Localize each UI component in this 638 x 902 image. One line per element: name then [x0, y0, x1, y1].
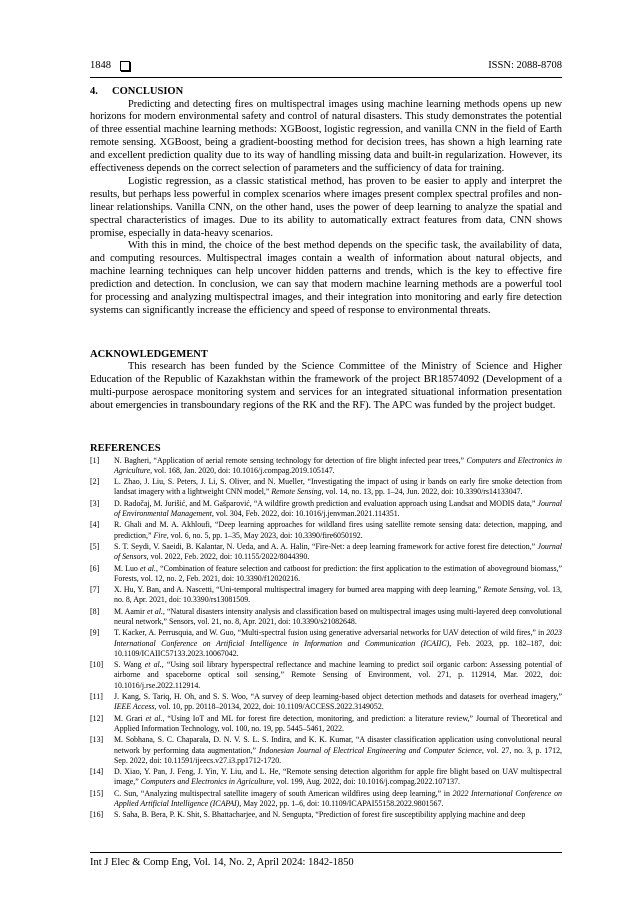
reference-venue: 2022 International Conference on Applied Artificial Intelligence (ICAPAI) — [114, 788, 562, 809]
reference-venue: Fire — [153, 530, 167, 540]
references-heading: REFERENCES — [90, 443, 161, 455]
conclusion-paragraph-1: Predicting and detecting fires on multispectral images using machine learning methods opens up new horizons for modern environmental safety and control of natural disasters. This study demonstrates the potential of three essential machine learning methods: XGBoost, logistic regression, and vanilla CNN in the field of Earth remote sensing. XGBoost, being a gradient-boosting method for decision trees, has shown a high learning rate and excellent prediction quality due to its way of handling missing data and built-in regularization. However, its effectiveness depends on the correct selection of parameters and the sufficiency of data for training. — [90, 98, 562, 175]
reference-text: M. Grari — [114, 713, 146, 723]
reference-text: M. Luo — [114, 563, 141, 573]
section-title: CONCLUSION — [112, 86, 184, 97]
reference-list — [90, 456, 562, 821]
reference-item — [90, 735, 562, 766]
reference-venue: 2023 International Conference on Artificial Intelligence in Information and Communication (ICAIIC) — [114, 628, 562, 648]
reference-details: , “Using soil library hyperspectral reflectance and machine learning to predict soil organic carbon: Assessing potential of airborne and spaceborne optical soil sensing,” Remote Sensing of Environment, vol. 271, p. 112914, Mar. 2022, doi: 10.1016/j.rse.2022.112914. — [114, 660, 562, 690]
reference-text: R. Ghali and M. A. Akhloufi, “Deep learning approaches for wildland fires using satellite remote sensing data: detection, mapping, and prediction,” — [114, 520, 562, 540]
page-header — [90, 58, 562, 76]
reference-number: [15] — [90, 788, 104, 798]
conclusion-paragraph-3: With this in mind, the choice of the best method depends on the specific task, the availability of data, and computing resources. Multispectral images contain a wealth of information about natural objects, and machine learning techniques can help uncover hidden patterns and trends, which is the key to effective fire prediction and detection. In conclusion, we can say that modern machine learning methods are a powerful tool for processing and analyzing multispectral images, and their integration into monitoring and early fire detection systems can significantly increase the efficiency and speed of response to environmental threats. — [90, 240, 562, 316]
reference-venue: Indonesian Journal of Electrical Engineering and Computer Science — [258, 745, 482, 755]
reference-item — [90, 789, 562, 810]
reference-details: , vol. 199, Aug. 2022, doi: 10.1016/j.compag.2022.107137. — [272, 777, 461, 787]
reference-item — [90, 607, 562, 628]
reference-text: S. Saha, B. Bera, P. K. Shit, S. Bhattacharjee, and N. Sengupta, “Prediction of forest fire susceptibility applying machine and deep — [114, 810, 526, 820]
reference-item — [90, 456, 562, 477]
reference-number: [1] — [90, 455, 100, 465]
reference-text: T. Kacker, A. Perrusquia, and W. Guo, “Multi-spectral fusion using generative adversarial networks for UAV detection of wild fires,” in — [114, 628, 547, 638]
reference-number: [4] — [90, 520, 100, 530]
header-divider — [90, 77, 562, 78]
reference-details: , vol. 13, no. 8, Apr. 2021, doi: 10.3390/rs13081509. — [114, 585, 562, 605]
reference-item — [90, 564, 562, 585]
reference-details: , vol. 304, Feb. 2022, doi: 10.1016/j.jenvman.2021.114351. — [211, 509, 400, 519]
spacer — [90, 413, 562, 443]
reference-text: S. T. Seydi, V. Saeidi, B. Kalantar, N. Ueda, and A. A. Halin, “Fire-Net: a deep learning framework for active forest fire detection,” — [114, 541, 538, 551]
section-number: 4. — [90, 86, 98, 97]
checkbox-square-icon — [120, 61, 130, 71]
reference-text: X. Hu, Y. Ban, and A. Nascetti, “Uni-temporal multispectral imagery for burned area mapping with deep learning,” — [114, 585, 484, 595]
reference-text: D. Xiao, Y. Pan, J. Feng, J. Yin, Y. Liu, and L. He, “Remote sensing detection algorithm for apple fire blight based on UAV multispectral image,” — [114, 767, 562, 787]
page-number: 1848 — [90, 60, 111, 71]
reference-venue: Remote Sensing — [271, 487, 322, 497]
reference-details: , vol. 10, pp. 20118–20134, 2022, doi: 10.1109/ACCESS.2022.3149052. — [154, 702, 384, 712]
spacer — [90, 318, 562, 349]
reference-venue: IEEE Access — [114, 702, 155, 712]
reference-venue: Journal of Environmental Management — [114, 498, 562, 519]
reference-number: [14] — [90, 767, 104, 777]
conclusion-heading — [90, 86, 562, 99]
reference-item — [90, 660, 562, 691]
reference-number: [2] — [90, 477, 100, 487]
reference-venue: et al. — [145, 713, 163, 723]
reference-item — [90, 477, 562, 498]
reference-number: [16] — [90, 810, 104, 820]
reference-item — [90, 714, 562, 735]
reference-venue: et al. — [140, 563, 156, 573]
reference-venue: et al. — [146, 606, 163, 616]
reference-text: C. Sun, “Analyzing multispectral satellite imagery of south American wildfires using deep learning,” in — [114, 788, 453, 798]
reference-number: [8] — [90, 606, 100, 616]
reference-number: [3] — [90, 498, 100, 508]
reference-details: , vol. 27, no. 3, p. 1712, Sep. 2022, doi: 10.11591/ijeecs.v27.i3.pp1712-1720. — [114, 745, 563, 765]
reference-number: [7] — [90, 585, 100, 595]
acknowledgement-heading: ACKNOWLEDGEMENT — [90, 348, 208, 360]
reference-venue: et al. — [144, 660, 162, 670]
reference-text: S. Wang — [114, 660, 145, 670]
reference-venue: Journal of Sensors — [114, 541, 562, 562]
issn-label: ISSN: 2088-8708 — [488, 60, 562, 71]
reference-item — [90, 520, 562, 541]
reference-details: , “Combination of feature selection and catboost for prediction: the first application to the estimation of aboveground biomass,” Forests, vol. 12, no. 2, Feb. 2021, doi: 10.3390/f12020216. — [114, 563, 562, 583]
reference-details: , vol. 6, no. 5, pp. 1–35, May 2023, doi: 10.3390/fire6050192. — [166, 530, 363, 540]
reference-venue: Computers and Electronics in Agriculture — [114, 455, 562, 475]
reference-text: J. Kang, S. Tariq, H. Oh, and S. S. Woo, “A survey of deep learning-based object detection methods and datasets for overhead imagery,” — [114, 692, 562, 702]
reference-item — [90, 628, 562, 659]
reference-number: [11] — [90, 692, 103, 702]
footer-divider — [90, 852, 562, 853]
reference-venue: Computers and Electronics in Agriculture — [140, 777, 273, 787]
reference-text: N. Bagheri, “Application of aerial remote sensing technology for detection of fire blight infected pear trees,” — [114, 455, 467, 465]
conclusion-paragraph-2: Logistic regression, as a classic statistical method, has proven to be easier to apply and interpret the results, but perhaps less powerful in complex scenarios where images present complex spectral profiles and non-linear relationships. Vanilla CNN, on the other hand, uses the power of deep learning to analyze the spatial and spectral characteristics of images. Due to its ability to automatically extract features from data, CNN shows promise, especially in data-heavy scenarios. — [90, 175, 562, 239]
reference-number: [9] — [90, 628, 100, 638]
reference-details: , vol. 168, Jan. 2020, doi: 10.1016/j.compag.2019.105147. — [150, 465, 335, 475]
reference-details: , vol. 2022, Feb. 2022, doi: 10.1155/2022/8044390. — [146, 552, 310, 562]
reference-details: , “Using IoT and ML for forest fire detection, monitoring, and prediction: a literature review,” Journal of Theoretical and Applied Information Technology, vol. 100, no. 19, pp. 5445–5461, 2022. — [114, 713, 562, 733]
reference-details: , May 2022, pp. 1–6, doi: 10.1109/ICAPAI55158.2022.9801567. — [239, 799, 444, 809]
reference-item — [90, 810, 562, 820]
reference-number: [6] — [90, 563, 100, 573]
page-footer: Int J Elec & Comp Eng, Vol. 14, No. 2, April 2024: 1842-1850 — [90, 857, 354, 868]
acknowledgement-paragraph: This research has been funded by the Science Committee of the Ministry of Science and Higher Education of the Republic of Kazakhstan within the framework of the project BR18574092 (Development of a multi-purpose aerospace monitoring system and services for an integrated situational information presentation about emergencies in transboundary regions of the RK and the RF). The APC was funded by the project budget. — [90, 361, 562, 412]
reference-item — [90, 585, 562, 606]
reference-details: , Feb. 2023, pp. 182–187, doi: 10.1109/ICAIIC57133.2023.10067042. — [114, 638, 562, 658]
reference-text: L. Zhao, J. Liu, S. Peters, J. Li, S. Oliver, and N. Mueller, “Investigating the impact of using ir bands on early fire smoke detection from landsat imagery with a lightweight CNN model,” — [114, 477, 562, 497]
reference-item — [90, 767, 562, 788]
reference-details: , vol. 14, no. 13, pp. 1–24, Jun. 2022, doi: 10.3390/rs14133047. — [321, 487, 523, 497]
reference-text: M. Aamir — [114, 606, 147, 616]
reference-number: [10] — [90, 660, 104, 670]
reference-number: [12] — [90, 713, 104, 723]
reference-text: M. Sobhana, S. C. Chaparala, D. N. V. S. L. S. Indira, and K. K. Kumar, “A disaster classification application using convolutional neural network by performing data augmentation,” — [114, 735, 562, 755]
reference-number: [13] — [90, 735, 104, 745]
reference-item — [90, 692, 562, 713]
reference-number: [5] — [90, 541, 100, 551]
reference-item — [90, 542, 562, 563]
page-body — [90, 86, 562, 822]
reference-text: D. Radočaj, M. Jurišić, and M. Gašparović, “A wildfire growth prediction and evaluation approach using Landsat and MODIS data,” — [114, 498, 538, 508]
reference-details: , “Natural disasters intensity analysis and classification based on multispectral images using multi-layered deep convolutional neural network,” Sensors, vol. 21, no. 8, Apr. 2021, doi: 10.3390/s21082648. — [114, 606, 563, 626]
reference-venue: Remote Sensing — [483, 585, 534, 595]
reference-item — [90, 499, 562, 520]
